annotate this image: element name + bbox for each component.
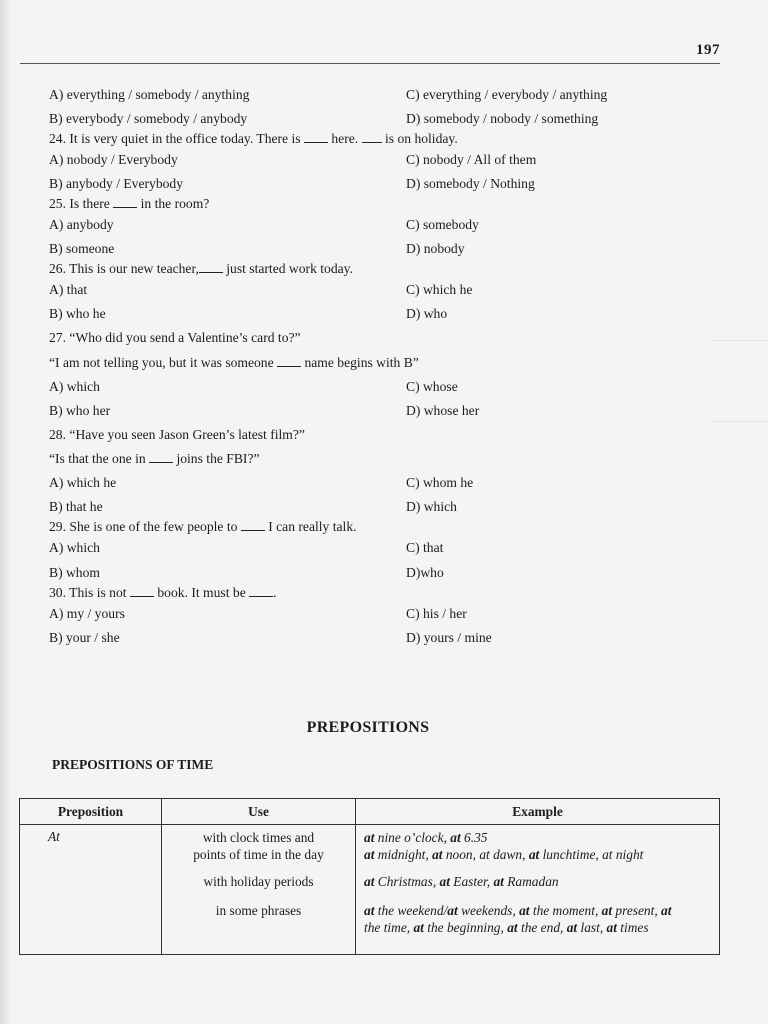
question-text: It is very quiet in the office today. There is <box>69 131 301 146</box>
example-line: at nine o’clock, at 6.35 <box>364 830 488 845</box>
option-d: D) somebody / Nothing <box>406 176 535 191</box>
option-b: B) whom <box>49 565 100 580</box>
option-c: C) that <box>406 540 444 555</box>
option-b: B) everybody / somebody / anybody <box>49 111 248 126</box>
example-line: the time, at the beginning, at the end, at last, at times <box>364 920 649 935</box>
section-title: PREPOSITIONS <box>306 719 430 736</box>
question-number: 25. <box>49 196 66 211</box>
option-d: D)who <box>406 565 444 580</box>
table-row <box>20 825 720 955</box>
option-d: D) which <box>406 499 457 514</box>
question-27 <box>49 330 301 346</box>
column-header: Use <box>162 799 356 825</box>
use-cell <box>162 825 356 955</box>
answer-blank <box>199 261 223 273</box>
question-number: 28. <box>49 427 66 442</box>
question-number: 29. <box>49 519 66 534</box>
option-a: A) my / yours <box>49 606 125 621</box>
answer-blank <box>241 519 265 531</box>
example-line: at midnight, at noon, at dawn, at lunchtime, at night <box>364 847 644 862</box>
preposition-cell: At <box>20 825 162 955</box>
answer-blank <box>277 355 301 367</box>
question-text: “Who did you send a Valentine’s card to?” <box>69 330 301 345</box>
option-c: C) whom he <box>406 475 474 490</box>
option-a: A) everything / somebody / anything <box>49 87 250 102</box>
answer-blank <box>113 196 137 208</box>
use-text: with holiday periods <box>203 874 314 889</box>
question-27-line-2 <box>49 355 419 371</box>
question-26 <box>49 261 353 277</box>
question-number: 27. <box>49 330 66 345</box>
question-text: “Have you seen Jason Green’s latest film?” <box>69 427 305 442</box>
answer-blank <box>149 451 173 463</box>
bleed-through-shadow <box>712 340 768 422</box>
option-c: C) everything / everybody / anything <box>406 87 608 102</box>
question-text: I can really talk. <box>268 519 357 534</box>
option-d: D) somebody / nobody / something <box>406 111 599 126</box>
option-a: A) nobody / Everybody <box>49 152 178 167</box>
question-29 <box>49 519 357 535</box>
answer-blank <box>362 131 382 143</box>
answer-blank <box>304 131 328 143</box>
question-28 <box>49 427 305 443</box>
option-c: C) whose <box>406 379 458 394</box>
question-25 <box>49 196 209 212</box>
question-28-line-2 <box>49 451 260 467</box>
question-text: This is not <box>69 585 127 600</box>
question-text: This is our new teacher, <box>69 261 199 276</box>
question-text: in the room? <box>140 196 210 211</box>
option-c: C) which he <box>406 282 473 297</box>
example-line: at the weekend/at weekends, at the moment, at present, at <box>364 903 672 918</box>
option-b: B) anybody / Everybody <box>49 176 184 191</box>
option-a: A) which <box>49 540 100 555</box>
question-text: . <box>273 585 277 600</box>
example-cell <box>356 825 720 955</box>
question-number: 24. <box>49 131 66 146</box>
use-text: with clock times and <box>202 830 315 845</box>
option-a: A) which he <box>49 475 117 490</box>
option-b: B) your / she <box>49 630 120 645</box>
page-edge-shadow <box>0 0 12 1024</box>
section-subtitle: PREPOSITIONS OF TIME <box>52 757 214 772</box>
question-text: She is one of the few people to <box>69 519 238 534</box>
option-c: C) nobody / All of them <box>406 152 537 167</box>
use-text: in some phrases <box>215 903 302 918</box>
question-number: 26. <box>49 261 66 276</box>
question-text: is on holiday. <box>384 131 458 146</box>
answer-blank <box>249 585 273 597</box>
option-a: A) which <box>49 379 100 394</box>
question-text: Is there <box>69 196 110 211</box>
question-number: 30. <box>49 585 66 600</box>
question-text: just started work today. <box>226 261 353 276</box>
option-a: A) that <box>49 282 88 297</box>
question-text: “Is that the one in <box>49 451 146 466</box>
option-b: B) who her <box>49 403 111 418</box>
option-a: A) anybody <box>49 217 114 232</box>
answer-blank <box>130 585 154 597</box>
option-b: B) that he <box>49 499 103 514</box>
question-30 <box>49 585 277 601</box>
option-b: B) who he <box>49 306 106 321</box>
column-header: Preposition <box>20 799 162 825</box>
option-c: C) somebody <box>406 217 479 232</box>
column-header: Example <box>356 799 720 825</box>
option-b: B) someone <box>49 241 115 256</box>
option-d: D) yours / mine <box>406 630 492 645</box>
prepositions-table <box>19 798 720 955</box>
option-c: C) his / her <box>406 606 467 621</box>
header-rule <box>20 63 720 64</box>
question-text: book. It must be <box>157 585 246 600</box>
option-d: D) nobody <box>406 241 465 256</box>
example-line: at Christmas, at Easter, at Ramadan <box>364 874 559 889</box>
option-d: D) whose her <box>406 403 480 418</box>
question-24 <box>49 131 458 147</box>
page-number: 197 <box>696 42 720 58</box>
table-header-row <box>20 799 720 825</box>
question-text: name begins with B” <box>304 355 419 370</box>
question-text: “I am not telling you, but it was someone <box>49 355 274 370</box>
use-text: points of time in the day <box>193 847 324 862</box>
option-d: D) who <box>406 306 448 321</box>
question-text: here. <box>331 131 359 146</box>
question-text: joins the FBI?” <box>176 451 260 466</box>
